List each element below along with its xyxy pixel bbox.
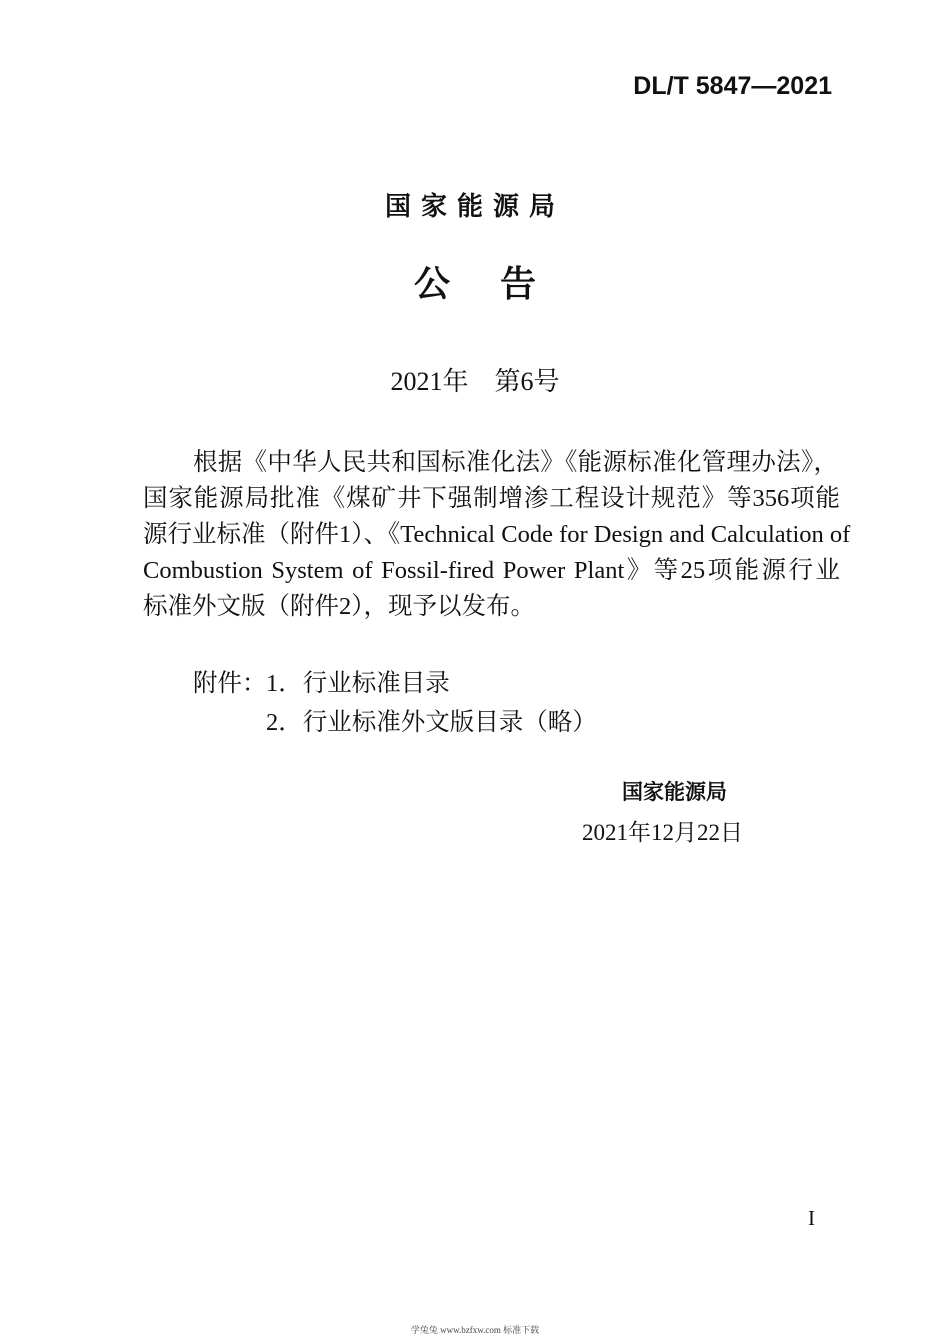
issuing-organization: 国家能源局	[384, 192, 565, 222]
body-line: 国家能源局批准《煤矿井下强制增渗工程设计规范》等356项能	[143, 485, 840, 512]
body-line: 源行业标准（附件1）、《Technical Code for Design and Calculation of	[143, 521, 851, 548]
notice-number: 2021年 第6号	[390, 367, 560, 396]
footer-watermark: 学兔兔 www.bzfxw.com 标准下载	[410, 1325, 540, 1335]
attachment-item: 2．行业标准外文版目录（略）	[266, 709, 597, 736]
page-number: I	[808, 1206, 815, 1230]
body-line: 根据《中华人民共和国标准化法》《能源标准化管理办法》，	[193, 449, 838, 476]
body-line: Combustion System of Fossil-fired Power Plant》等25项能源行业	[143, 557, 840, 584]
signature-organization: 国家能源局	[622, 780, 727, 804]
standard-code: DL/T 5847—2021	[633, 72, 832, 100]
signature-date: 2021年12月22日	[582, 820, 743, 845]
body-line: 标准外文版（附件2），现予以发布。	[143, 593, 535, 620]
attachments-label: 附件：	[193, 670, 267, 697]
attachment-item: 1．行业标准目录	[266, 670, 450, 697]
notice-title: 公告	[413, 264, 586, 305]
